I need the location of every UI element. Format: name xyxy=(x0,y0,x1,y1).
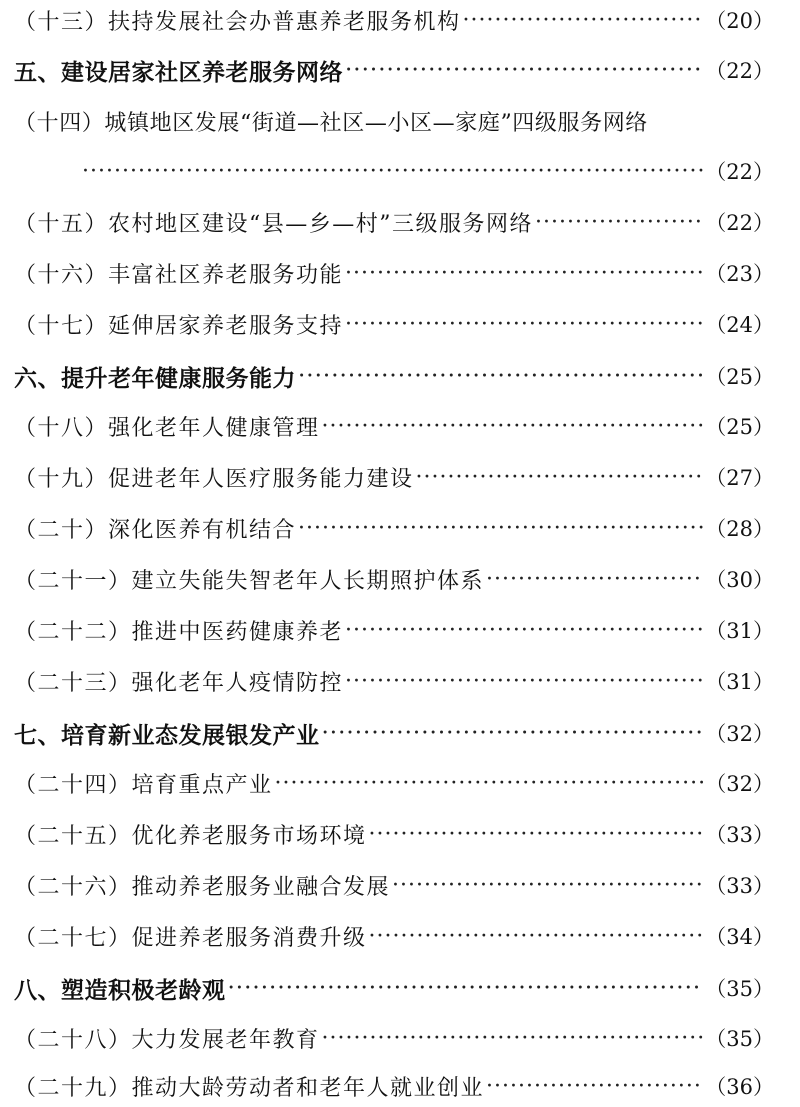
toc-entry-title: （二十一）建立失能失智老年人长期照护体系 xyxy=(14,568,485,594)
dot-leader xyxy=(298,363,703,389)
dot-leader xyxy=(463,8,704,33)
toc-entry-page: （31） xyxy=(705,670,774,694)
toc-entry-page: （24） xyxy=(705,313,774,337)
toc-entry-page: （28） xyxy=(705,517,774,541)
toc-entry[interactable] xyxy=(14,202,774,242)
toc-entry-title: （二十二）推进中医药健康养老 xyxy=(14,619,344,645)
toc-entry-page: （30） xyxy=(705,568,774,592)
toc-entry-page: （33） xyxy=(705,823,774,847)
toc-entry[interactable] xyxy=(14,406,774,446)
toc-entry-page: （35） xyxy=(705,977,774,1001)
toc-entry-page: （25） xyxy=(705,415,774,439)
toc-entry-title: （十四）城镇地区发展“街道—社区—小区—家庭”四级服务网络 xyxy=(14,110,648,136)
toc-entry-title: 六、提升老年健康服务能力 xyxy=(14,365,296,392)
toc-entry[interactable] xyxy=(14,661,774,701)
toc-entry-title: （十六）丰富社区养老服务功能 xyxy=(14,262,344,288)
toc-entry[interactable] xyxy=(14,1066,774,1106)
toc-entry-title: （十九）促进老年人医疗服务能力建设 xyxy=(14,466,414,492)
toc-entry-page: （22） xyxy=(705,160,774,184)
toc-entry[interactable] xyxy=(14,508,774,548)
toc-entry-title: （二十五）优化养老服务市场环境 xyxy=(14,823,367,849)
toc-section-heading[interactable] xyxy=(14,356,774,396)
toc-entry-page: （32） xyxy=(705,722,774,746)
dot-leader xyxy=(275,771,704,796)
toc-entry[interactable] xyxy=(14,916,774,956)
toc-entry-page: （36） xyxy=(705,1075,774,1099)
dot-leader xyxy=(486,567,703,592)
toc-entry[interactable] xyxy=(14,559,774,599)
dot-leader xyxy=(322,1026,704,1051)
toc-entry-title: （二十六）推动养老服务业融合发展 xyxy=(14,874,391,900)
toc-entry-title: （二十九）推动大龄劳动者和老年人就业创业 xyxy=(14,1075,485,1101)
toc-entry[interactable] xyxy=(14,814,774,854)
toc-entry-title: 七、培育新业态发展银发产业 xyxy=(14,722,320,749)
dot-leader xyxy=(322,414,704,439)
dot-leader xyxy=(416,465,704,490)
toc-entry-page: （27） xyxy=(705,466,774,490)
dot-leader xyxy=(535,210,703,235)
dot-leader xyxy=(345,261,703,286)
toc-entry-page: （25） xyxy=(705,365,774,389)
dot-leader xyxy=(392,873,703,898)
dot-leader xyxy=(369,924,704,949)
dot-leader xyxy=(298,516,703,541)
toc-entry[interactable] xyxy=(14,865,774,905)
toc-entry-page: （33） xyxy=(705,874,774,898)
toc-entry-page: （20） xyxy=(705,9,774,33)
toc-entry-page: （23） xyxy=(705,262,774,286)
toc-entry[interactable] xyxy=(14,763,774,803)
toc-entry-page: （22） xyxy=(705,59,774,83)
toc-entry-page: （32） xyxy=(705,772,774,796)
dot-leader xyxy=(228,975,704,1001)
toc-entry-page: （22） xyxy=(705,211,774,235)
toc-entry-title: （二十八）大力发展老年教育 xyxy=(14,1027,320,1053)
toc-entry-title: （十八）强化老年人健康管理 xyxy=(14,415,320,441)
toc-entry-page: （35） xyxy=(705,1027,774,1051)
dot-leader xyxy=(345,312,703,337)
toc-entry[interactable] xyxy=(14,0,774,40)
toc-entry-title: （二十四）培育重点产业 xyxy=(14,772,273,798)
toc-section-heading[interactable] xyxy=(14,968,774,1008)
toc-entry-title: （十七）延伸居家养老服务支持 xyxy=(14,313,344,339)
toc-entry[interactable] xyxy=(14,1018,774,1058)
toc-entry-title: 五、建设居家社区养老服务网络 xyxy=(14,59,343,86)
toc-entry-title: （十三）扶持发展社会办普惠养老服务机构 xyxy=(14,9,461,35)
dot-leader xyxy=(345,669,703,694)
dot-leader xyxy=(369,822,704,847)
dot-leader xyxy=(345,618,703,643)
dot-leader xyxy=(345,57,703,83)
dot-leader xyxy=(486,1074,703,1099)
toc-entry-title: （二十七）促进养老服务消费升级 xyxy=(14,925,367,951)
toc-entry-title: （二十三）强化老年人疫情防控 xyxy=(14,670,344,696)
toc-entry-page: （34） xyxy=(705,925,774,949)
toc-section-heading[interactable] xyxy=(14,713,774,753)
dot-leader xyxy=(82,159,703,184)
dot-leader xyxy=(322,720,704,746)
toc-entry[interactable] xyxy=(14,610,774,650)
toc-entry-title: 八、塑造积极老龄观 xyxy=(14,977,226,1004)
toc-section-heading[interactable] xyxy=(14,50,774,90)
toc-entry-page: （31） xyxy=(705,619,774,643)
toc-entry-continuation[interactable] xyxy=(80,151,774,191)
toc-entry-title: （二十）深化医养有机结合 xyxy=(14,517,297,543)
toc-entry[interactable] xyxy=(14,253,774,293)
toc-entry-title: （十五）农村地区建设“县—乡—村”三级服务网络 xyxy=(14,211,533,237)
toc-entry[interactable] xyxy=(14,457,774,497)
toc-entry[interactable] xyxy=(14,304,774,344)
toc-entry[interactable] xyxy=(14,101,774,141)
